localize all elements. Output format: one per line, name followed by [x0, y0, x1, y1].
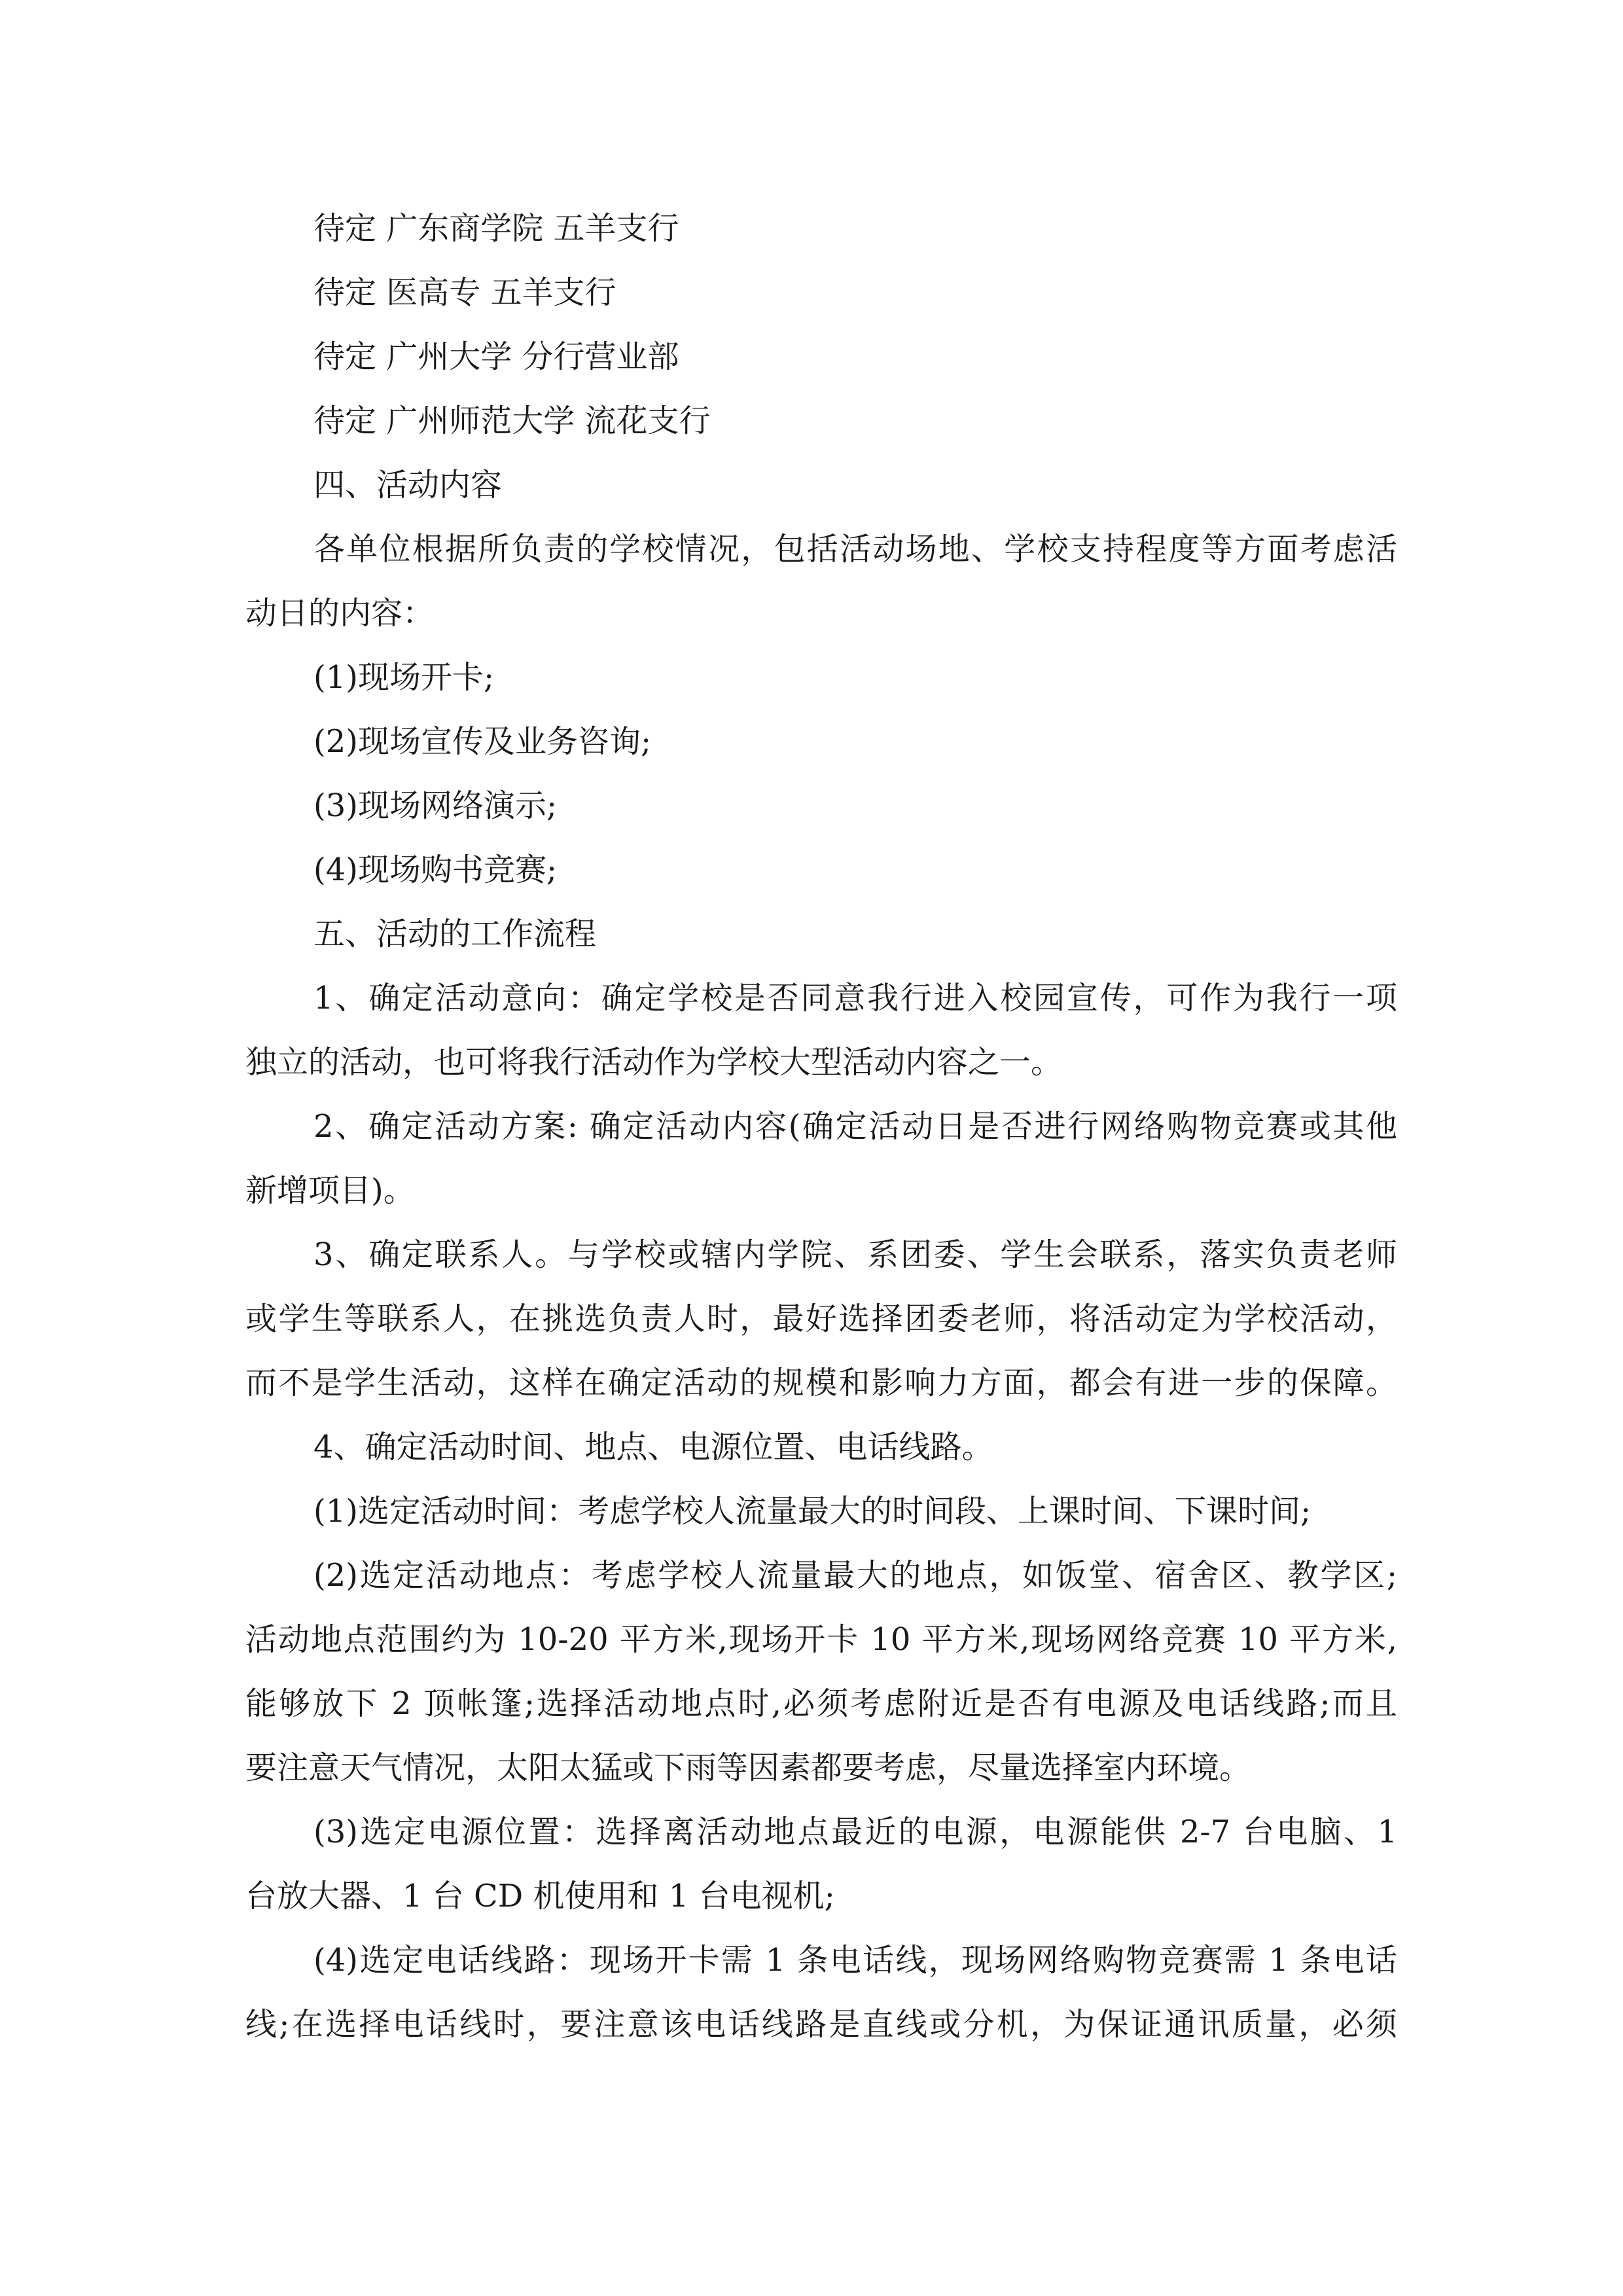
pending-item: 待定 广东商学院 五羊支行: [313, 210, 679, 247]
paragraph-line: 而不是学生活动，这样在确定活动的规模和影响力方面，都会有进一步的保障。: [245, 1365, 1397, 1401]
pending-item: 待定 广州师范大学 流花支行: [313, 403, 711, 439]
paragraph-line: (1)选定活动时间：考虑学校人流量最大的时间段、上课时间、下课时间;: [313, 1493, 1311, 1530]
section-heading: 五、活动的工作流程: [313, 916, 597, 952]
paragraph-line: 线;在选择电话线时，要注意该电话线路是直线或分机，为保证通讯质量，必须: [245, 2006, 1397, 2043]
paragraph-line: 1、确定活动意向：确定学校是否同意我行进入校园宣传，可作为我行一项: [313, 980, 1397, 1016]
paragraph-line: 4、确定活动时间、地点、电源位置、电话线路。: [313, 1429, 993, 1465]
paragraph-line: (3)选定电源位置：选择离活动地点最近的电源，电源能供 2-7 台电脑、1: [313, 1814, 1397, 1850]
paragraph-line: 要注意天气情况，太阳太猛或下雨等因素都要考虑，尽量选择室内环境。: [245, 1749, 1251, 1786]
pending-item: 待定 广州大学 分行营业部: [313, 338, 679, 375]
paragraph-line: (4)选定电话线路：现场开卡需 1 条电话线，现场网络购物竞赛需 1 条电话: [313, 1942, 1397, 1979]
list-item: (4)现场购书竞赛;: [313, 852, 558, 888]
paragraph-line: 能够放下 2 顶帐篷;选择活动地点时,必须考虑附近是否有电源及电话线路;而且: [245, 1685, 1397, 1722]
list-item: (3)现场网络演示;: [313, 787, 558, 824]
paragraph-line: 3、确定联系人。与学校或辖内学院、系团委、学生会联系，落实负责老师: [313, 1236, 1397, 1273]
document-body: [245, 196, 1397, 2056]
paragraph-line: (2)选定活动地点：考虑学校人流量最大的地点，如饭堂、宿舍区、教学区;: [313, 1557, 1397, 1594]
paragraph-line: 独立的活动，也可将我行活动作为学校大型活动内容之一。: [245, 1044, 1063, 1081]
section-heading: 四、活动内容: [313, 467, 503, 503]
paragraph-line: 台放大器、1 台 CD 机使用和 1 台电视机;: [245, 1878, 835, 1914]
paragraph-line: 动日的内容：: [245, 595, 435, 632]
paragraph-line: 2、确定活动方案: 确定活动内容(确定活动日是否进行网络购物竞赛或其他: [313, 1108, 1397, 1145]
pending-item: 待定 医高专 五羊支行: [313, 274, 616, 311]
paragraph-line: 各单位根据所负责的学校情况，包括活动场地、学校支持程度等方面考虑活: [313, 531, 1397, 567]
list-item: (1)现场开卡;: [313, 659, 495, 696]
list-item: (2)现场宣传及业务咨询;: [313, 723, 652, 760]
paragraph-line: 或学生等联系人，在挑选负责人时，最好选择团委老师，将活动定为学校活动，: [245, 1300, 1397, 1337]
paragraph-line: 新增项目)。: [245, 1172, 415, 1209]
paragraph-line: 活动地点范围约为 10-20 平方米,现场开卡 10 平方米,现场网络竞赛 10 平方米,: [245, 1621, 1397, 1658]
